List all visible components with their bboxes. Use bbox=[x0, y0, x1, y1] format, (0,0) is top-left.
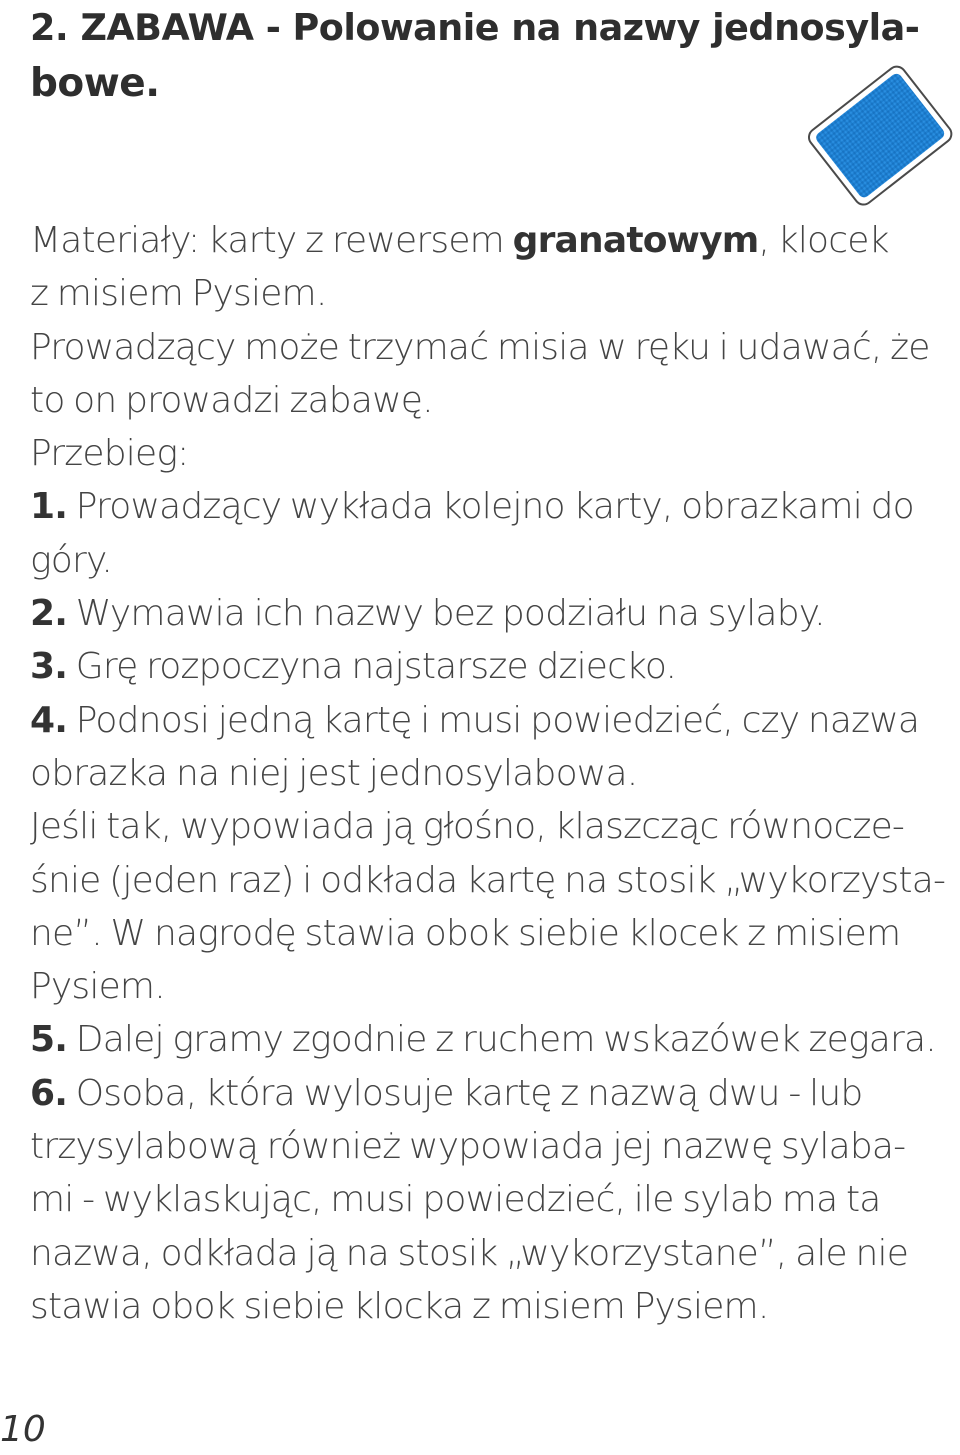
step-number: 5. bbox=[30, 1019, 68, 1061]
step-6-detail-2: mi - wyklaskując, musi powiedzieć, ile sylab ma ta bbox=[30, 1179, 881, 1221]
procedure-label: Przebieg: bbox=[30, 433, 189, 475]
step-5: 5. Dalej gramy zgodnie z ruchem wskazówek zegara. bbox=[30, 1019, 936, 1061]
step-number: 1. bbox=[30, 486, 68, 528]
title-line-1: 2. ZABAWA - Polowanie na nazwy jednosyla- bbox=[30, 6, 920, 49]
step-number: 4. bbox=[30, 699, 68, 741]
step-1-continued: góry. bbox=[30, 539, 113, 581]
intro-line-2: to on prowadzi zabawę. bbox=[30, 379, 433, 421]
step-1: 1. Prowadzący wykłada kolejno karty, obrazkami do bbox=[30, 486, 914, 528]
step-6-detail-1: trzysylabową również wypowiada jej nazwę sylaba- bbox=[30, 1126, 906, 1168]
step-6: 6. Osoba, która wylosuje kartę z nazwą dwu - lub bbox=[30, 1072, 863, 1114]
step-3: 3. Grę rozpoczyna najstarsze dziecko. bbox=[30, 646, 677, 688]
step-number: 6. bbox=[30, 1072, 68, 1114]
game-description bbox=[30, 214, 948, 1333]
title-line-2: bowe. bbox=[30, 61, 160, 106]
step-4-detail-1: Jeśli tak, wypowiada ją głośno, klaszcząc równocze- bbox=[30, 806, 905, 848]
step-4-detail-3: ne”. W nagrodę stawia obok siebie klocek z misiem bbox=[30, 912, 901, 954]
step-4-detail-4: Pysiem. bbox=[30, 966, 165, 1008]
step-2: 2. Wymawia ich nazwy bez podziału na sylaby. bbox=[30, 593, 825, 635]
intro-line-1: Prowadzący może trzymać misia w ręku i udawać, że bbox=[30, 326, 930, 368]
step-4: 4. Podnosi jedną kartę i musi powiedzieć, czy nazwa bbox=[30, 699, 920, 741]
step-6-detail-4: stawia obok siebie klocka z misiem Pysiem. bbox=[30, 1285, 769, 1327]
step-number: 2. bbox=[30, 593, 68, 635]
page-number: 10 bbox=[0, 1409, 46, 1450]
materials-line: Materiały: karty z rewersem granatowym, klocek bbox=[30, 220, 889, 261]
step-4-detail-2: śnie (jeden raz) i odkłada kartę na stosik „wykorzysta- bbox=[30, 859, 946, 901]
step-number: 3. bbox=[30, 646, 68, 688]
blue-card-back-icon bbox=[795, 55, 960, 220]
materials-line-2: z misiem Pysiem. bbox=[30, 273, 327, 315]
step-6-detail-3: nazwa, odkłada ją na stosik „wykorzystane”, ale nie bbox=[30, 1232, 909, 1274]
card-color-emphasis: granatowym bbox=[512, 220, 759, 261]
step-4-continued: obrazka na niej jest jednosylabowa. bbox=[30, 752, 638, 794]
